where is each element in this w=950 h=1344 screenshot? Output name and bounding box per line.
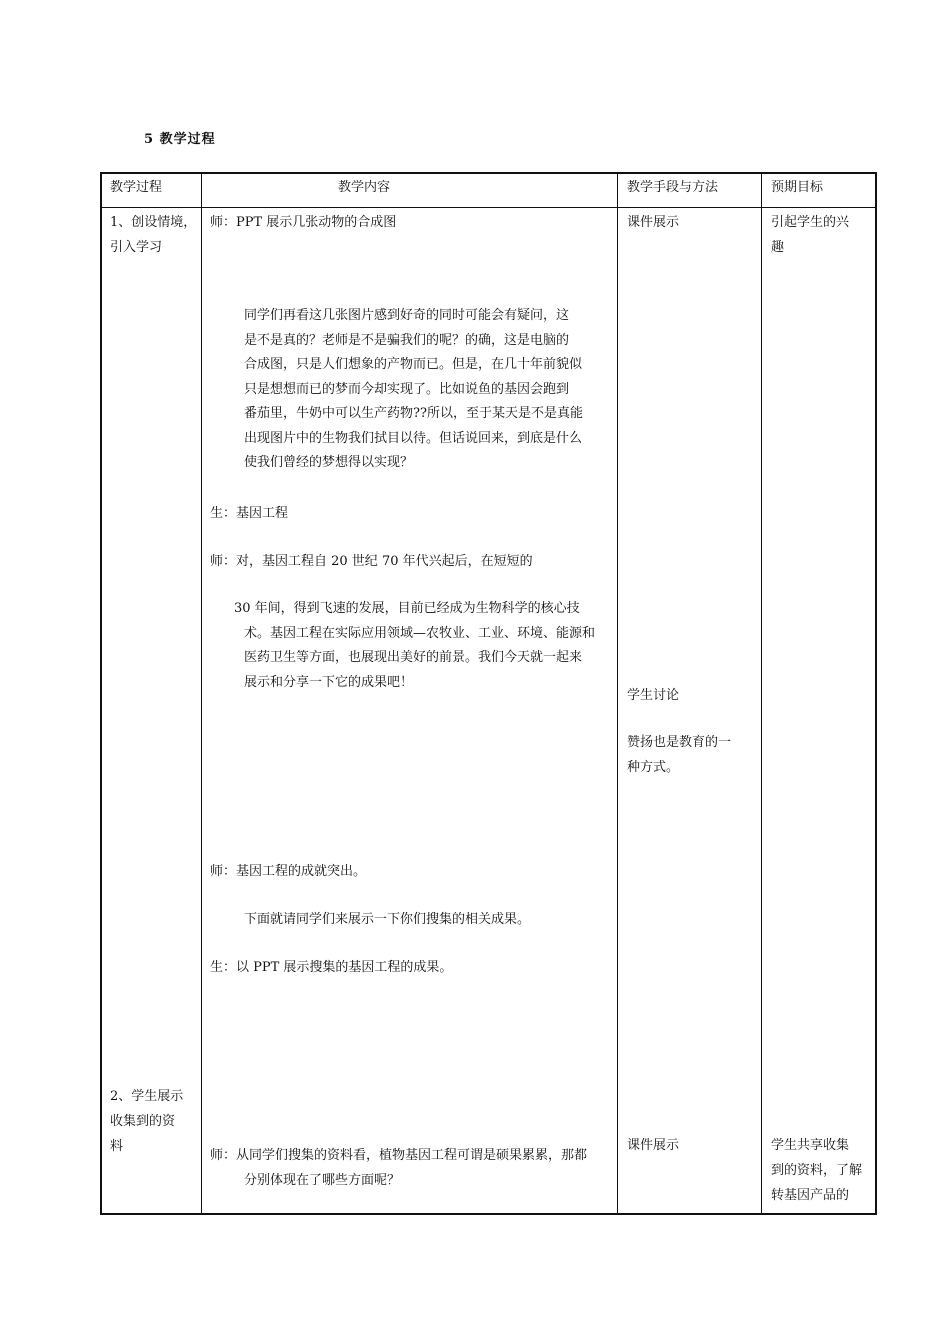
header-process: 教学过程 [110,180,163,195]
paragraph-line: 只是想想而已的梦而今却实现了。比如说鱼的基因会跑到 [244,381,570,397]
stage1-line1: 1、创设情境， [110,215,197,230]
content-teacher-reply: 师：对，基因工程自 20 世纪 70 年代兴起后，在短短的 [210,554,533,569]
content-student-ppt: 生：以 PPT 展示搜集的基因工程的成果。 [210,960,453,975]
content-paragraph-1 [244,304,614,476]
content-teacher-question-cont: 分别体现在了哪些方面呢？ [244,1173,401,1188]
paragraph-line: 是不是真的？老师是不是骗我们的呢？的确，这是电脑的 [244,332,570,348]
column-divider [201,174,202,1213]
stage1-line2: 引入学习 [110,240,163,255]
goal-share-line2: 到的资料，了解 [771,1163,863,1178]
content-teacher-ppt: 师：PPT 展示几张动物的合成图 [210,215,397,230]
paragraph-line: 30 年间，得到飞速的发展，目前已经成为生物科学的核心技 [234,601,580,616]
method-praise-line1: 赞扬也是教育的一 [627,735,732,750]
paragraph-line: 使我们曾经的梦想得以实现？ [244,455,414,470]
stage2-line1: 2、学生展示 [110,1089,184,1104]
paragraph-line: 术。基因工程在实际应用领域—农牧业、工业、环境、能源和 [244,625,596,641]
paragraph-line: 番茄里，牛奶中可以生产药物??所以，至于某天是不是真能 [244,406,583,421]
stage2-line3: 料 [110,1139,124,1154]
header-divider [102,207,875,208]
goal-interest-line1: 引起学生的兴 [771,215,850,230]
goal-interest-line2: 趣 [771,240,785,255]
paragraph-line: 同学们再看这几张图片感到好奇的同时可能会有疑问，这 [244,308,570,323]
method-courseware-2: 课件展示 [627,1138,680,1153]
header-goal: 预期目标 [771,180,824,195]
paragraph-line: 医药卫生等方面，也展现出美好的前景。我们今天就一起来 [244,650,583,665]
column-divider [617,174,618,1213]
content-paragraph-2 [234,597,614,695]
column-divider [761,174,762,1213]
header-method: 教学手段与方法 [627,180,719,195]
section-title: 5 教学过程 [144,132,216,147]
goal-share-line1: 学生共享收集 [771,1138,850,1153]
paragraph-line: 展示和分享一下它的成果吧！ [244,674,414,690]
stage2-line2: 收集到的资 [110,1114,176,1129]
teaching-process-table [100,172,877,1215]
paragraph-line: 出现图片中的生物我们拭目以待。但话说回来，到底是什么 [244,430,583,446]
goal-share-line3: 转基因产品的 [771,1188,850,1203]
content-student-answer: 生：基因工程 [210,506,289,521]
content-teacher-question: 师：从同学们搜集的资料看，植物基因工程可谓是硕果累累，那都 [210,1148,588,1163]
method-discussion: 学生讨论 [627,688,680,703]
content-invite-students: 下面就请同学们来展示一下你们搜集的相关成果。 [244,912,531,927]
method-courseware-1: 课件展示 [627,215,680,230]
header-content: 教学内容 [338,180,391,195]
method-praise-line2: 种方式。 [627,760,680,775]
content-teacher-achievement: 师：基因工程的成就突出。 [210,864,367,879]
paragraph-line: 合成图，只是人们想象的产物而已。但是，在几十年前貌似 [244,357,583,372]
